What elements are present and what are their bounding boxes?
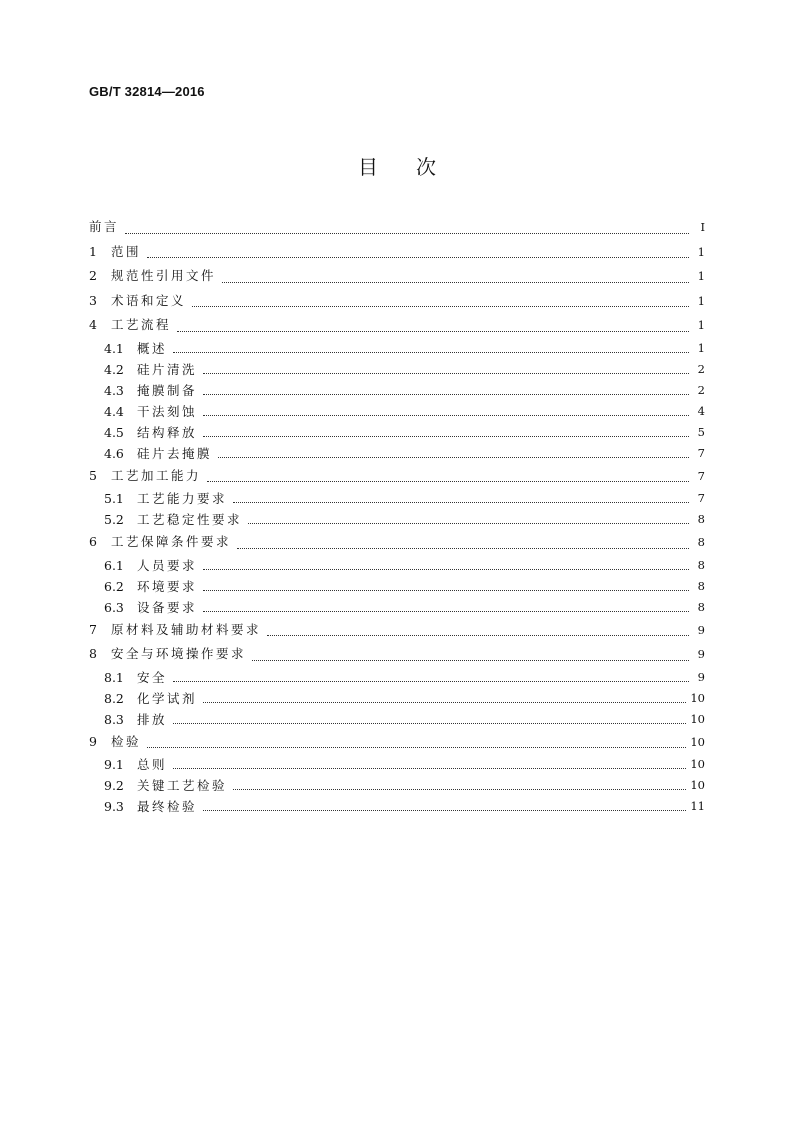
toc-entry-number: 5.1 <box>104 491 124 506</box>
toc-entry-number: 8.2 <box>104 690 124 706</box>
toc-entry-title: 排放 <box>137 711 168 727</box>
dot-leader <box>125 233 689 234</box>
toc-entry-page: 10 <box>690 690 705 705</box>
dot-leader <box>203 394 689 395</box>
toc-entry-page: 7 <box>697 491 705 505</box>
toc-entry-title: 规范性引用文件 <box>111 268 217 283</box>
dot-leader <box>252 660 689 661</box>
toc-entry-number: 3 <box>89 292 97 308</box>
dot-leader <box>147 257 689 258</box>
toc-entry-page: 8 <box>697 535 705 549</box>
toc-entry-number: 6.2 <box>104 578 124 594</box>
dot-leader <box>203 810 686 811</box>
toc-entry[interactable] <box>89 422 705 443</box>
toc-entry-number: 5 <box>89 467 97 483</box>
toc-entry-number: 6.3 <box>104 599 124 615</box>
toc-entry-number: 4.3 <box>104 382 124 398</box>
toc-entry[interactable] <box>89 530 705 555</box>
toc-entry[interactable] <box>89 597 705 618</box>
toc-entry-title: 环境要求 <box>137 578 198 594</box>
toc-entry[interactable] <box>89 775 705 796</box>
dot-leader <box>203 373 689 374</box>
toc-entry[interactable] <box>89 509 705 530</box>
toc-entry-page: I <box>700 220 705 234</box>
toc-entry-title: 工艺保障条件要求 <box>111 534 232 549</box>
toc-entry-page: 8 <box>697 512 705 526</box>
toc-entry[interactable] <box>89 754 705 775</box>
toc-entry-number: 9.2 <box>104 778 124 793</box>
toc-entry-number: 4 <box>89 317 97 332</box>
toc-entry-page: 2 <box>697 361 705 376</box>
dot-leader <box>203 590 689 591</box>
toc-entry-page: 8 <box>697 557 705 572</box>
toc-entry-page: 5 <box>697 424 705 439</box>
toc-entry-title: 前言 <box>89 219 120 234</box>
toc-entry-page: 2 <box>697 382 705 397</box>
toc-entry[interactable] <box>89 313 705 338</box>
toc-entry[interactable] <box>89 443 705 464</box>
toc-entry-title: 概述 <box>137 340 168 356</box>
toc-entry-title: 人员要求 <box>137 557 198 573</box>
toc-entry-page: 8 <box>697 599 705 614</box>
toc-entry-page: 9 <box>697 669 705 684</box>
toc-entry-page: 1 <box>697 244 705 259</box>
toc-entry-page: 1 <box>697 318 705 332</box>
dot-leader <box>173 768 686 769</box>
toc-entry-page: 8 <box>697 578 705 593</box>
toc-entry-number: 7 <box>89 621 97 637</box>
dot-leader <box>218 457 689 458</box>
dot-leader <box>222 282 689 283</box>
toc-entry-number: 4.4 <box>104 403 124 419</box>
toc-entry-title: 化学试剂 <box>137 690 198 706</box>
toc-entry-number: 6.1 <box>104 557 124 573</box>
toc-entry-page: 11 <box>690 799 705 813</box>
toc-entry-page: 1 <box>697 293 705 308</box>
toc-entry-number: 8.1 <box>104 669 124 685</box>
toc-entry-title: 检验 <box>111 733 142 749</box>
table-of-contents <box>89 215 705 817</box>
toc-title: 目次 <box>358 155 474 179</box>
dot-leader <box>203 611 689 612</box>
toc-entry[interactable] <box>89 401 705 422</box>
toc-entry[interactable] <box>89 464 705 489</box>
toc-entry-title: 工艺稳定性要求 <box>137 512 243 527</box>
toc-entry-title: 结构释放 <box>137 424 198 440</box>
dot-leader <box>203 569 689 570</box>
toc-entry-number: 4.1 <box>104 340 124 356</box>
toc-entry-number: 4.6 <box>104 445 124 461</box>
toc-entry-title: 工艺流程 <box>111 317 172 332</box>
toc-entry-number: 9 <box>89 733 97 749</box>
dot-leader <box>203 415 689 416</box>
dot-leader <box>237 548 689 549</box>
toc-entry[interactable] <box>89 730 705 755</box>
toc-entry-number: 5.2 <box>104 512 124 527</box>
dot-leader <box>177 331 689 332</box>
toc-entry-title: 范围 <box>111 243 142 259</box>
toc-entry-number: 8 <box>89 646 97 661</box>
dot-leader <box>173 723 686 724</box>
dot-leader <box>173 352 689 353</box>
toc-entry-number: 9.1 <box>104 757 124 772</box>
toc-entry-page: 9 <box>697 622 705 637</box>
toc-entry-number: 4.5 <box>104 424 124 440</box>
toc-entry-page: 7 <box>697 445 705 460</box>
toc-entry[interactable] <box>89 488 705 509</box>
toc-entry-page: 1 <box>697 269 705 283</box>
toc-entry-page: 1 <box>697 340 705 355</box>
toc-entry-page: 10 <box>690 778 705 792</box>
toc-entry-number: 2 <box>89 268 97 283</box>
toc-entry-title: 工艺能力要求 <box>137 491 228 506</box>
dot-leader <box>173 681 689 682</box>
toc-entry-page: 7 <box>697 468 705 483</box>
toc-entry-title: 掩膜制备 <box>137 382 198 398</box>
toc-entry-page: 10 <box>690 757 705 771</box>
toc-entry[interactable] <box>89 576 705 597</box>
toc-entry-page: 4 <box>697 403 705 418</box>
toc-entry-title: 干法刻蚀 <box>137 403 198 419</box>
toc-entry-title: 原材料及辅助材料要求 <box>111 621 262 637</box>
toc-entry-number: 8.3 <box>104 711 124 727</box>
toc-entry[interactable] <box>89 667 705 688</box>
toc-entry[interactable] <box>89 240 705 265</box>
dot-leader <box>203 702 686 703</box>
dot-leader <box>233 502 689 503</box>
toc-entry-title: 硅片去掩膜 <box>137 445 213 461</box>
dot-leader <box>267 635 689 636</box>
toc-entry[interactable] <box>89 618 705 643</box>
toc-entry[interactable] <box>89 380 705 401</box>
toc-entry-page: 9 <box>697 647 705 661</box>
toc-entry-number: 9.3 <box>104 799 124 814</box>
toc-entry-title: 最终检验 <box>137 799 198 814</box>
toc-entry-number: 4.2 <box>104 361 124 377</box>
toc-entry[interactable] <box>89 215 705 240</box>
dot-leader <box>207 481 689 482</box>
toc-entry-title: 硅片清洗 <box>137 361 198 377</box>
toc-entry[interactable] <box>89 796 705 817</box>
toc-entry-number: 1 <box>89 243 97 259</box>
toc-entry[interactable] <box>89 688 705 709</box>
toc-entry-title: 安全与环境操作要求 <box>111 646 247 661</box>
toc-entry[interactable] <box>89 289 705 314</box>
toc-entry[interactable] <box>89 359 705 380</box>
toc-entry-page: 10 <box>690 711 705 726</box>
toc-entry-title: 关键工艺检验 <box>137 778 228 793</box>
dot-leader <box>233 789 686 790</box>
toc-entry[interactable] <box>89 642 705 667</box>
toc-entry-title: 工艺加工能力 <box>111 467 202 483</box>
document-code: GB/T 32814—2016 <box>89 84 205 99</box>
toc-entry-number: 6 <box>89 534 97 549</box>
dot-leader <box>248 523 689 524</box>
toc-entry[interactable] <box>89 709 705 730</box>
toc-entry[interactable] <box>89 555 705 576</box>
toc-entry-title: 术语和定义 <box>111 292 187 308</box>
toc-entry-page: 10 <box>690 734 705 749</box>
toc-entry-title: 安全 <box>137 669 168 685</box>
toc-entry[interactable] <box>89 338 705 359</box>
toc-entry[interactable] <box>89 264 705 289</box>
dot-leader <box>147 747 686 748</box>
dot-leader <box>192 306 689 307</box>
toc-entry-title: 设备要求 <box>137 599 198 615</box>
dot-leader <box>203 436 689 437</box>
toc-entry-title: 总则 <box>137 757 168 772</box>
